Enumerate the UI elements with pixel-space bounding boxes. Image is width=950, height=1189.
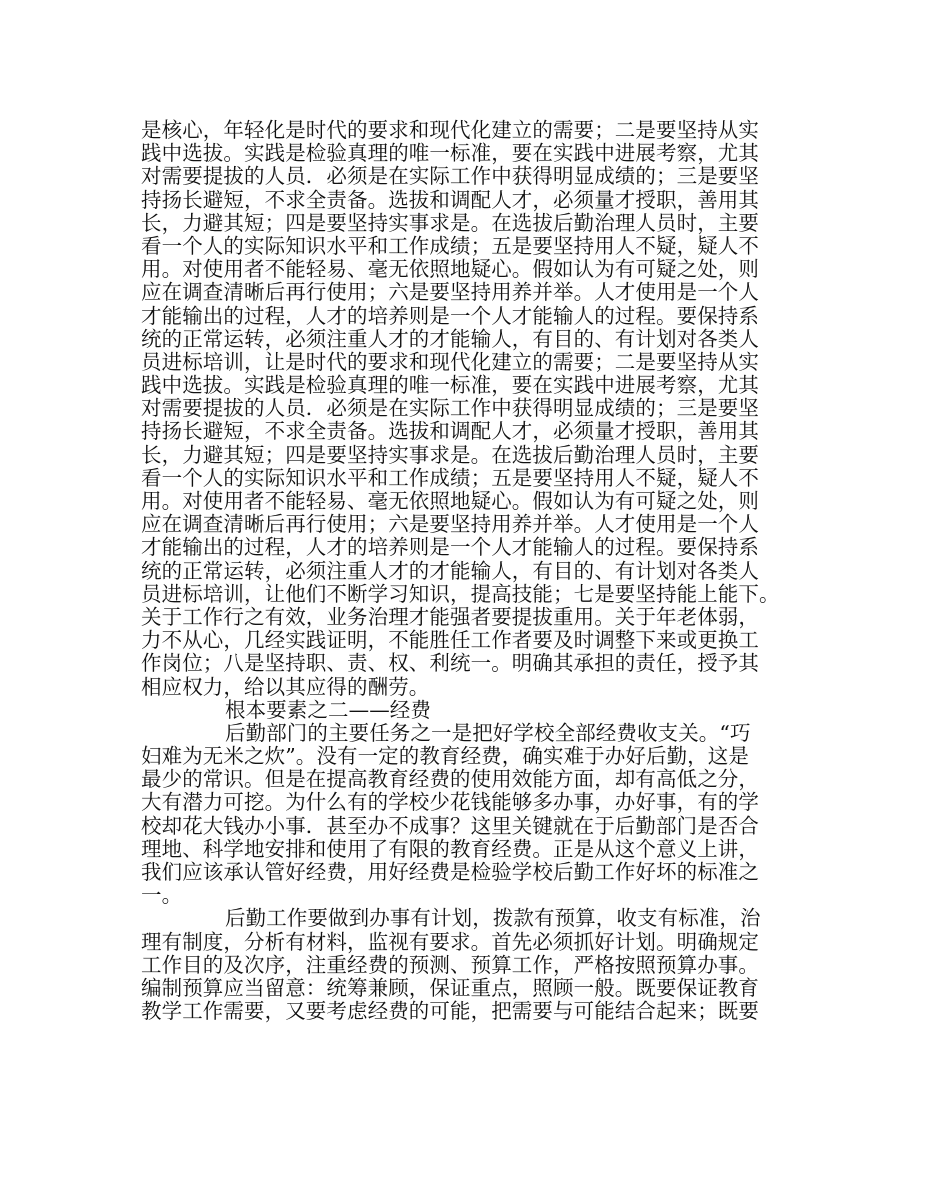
paragraph-first-line: 后勤工作要做到办事有计划，拨款有预算，收支有标准，治 [225, 906, 761, 931]
text-line: 用。对使用者不能轻易、毫无依照地疑心。假如认为有可疑之处，则 [141, 489, 759, 513]
text-line: 看一个人的实际知识水平和工作成绩；五是要坚持用人不疑，疑人不 [141, 465, 759, 490]
text-line: 员进标培训，让他们不断学习知识，提高技能；七是要坚持能上能下。 [141, 581, 780, 606]
text-line: 对需要提拔的人员．必须是在实际工作中获得明显成绩的；三是要坚 [141, 396, 759, 421]
text-line: 长，力避其短；四是要坚持实事求是。在选拔后勤治理人员时，主要 [141, 442, 759, 467]
text-line: 看一个人的实际知识水平和工作成绩；五是要坚持用人不疑，疑人不 [141, 233, 759, 258]
text-line: 作岗位；八是坚持职、责、权、利统一。明确其承担的责任，授予其 [141, 651, 759, 676]
text-line: 践中选拔。实践是检验真理的唯一标准，要在实践中进展考察，尤其 [141, 141, 759, 166]
text-line: 相应权力，给以其应得的酬劳。 [141, 674, 430, 699]
text-line: 教学工作需要，又要考虑经费的可能，把需要与可能结合起来；既要 [141, 999, 759, 1024]
text-line: 员进标培训，让是时代的要求和现代化建立的需要；二是要坚持从实 [141, 349, 759, 374]
body-text [141, 119, 831, 1023]
text-line: 大有潜力可挖。为什么有的学校少花钱能够多办事，办好事，有的学 [141, 790, 759, 815]
text-line: 对需要提拔的人员．必须是在实际工作中获得明显成绩的；三是要坚 [141, 164, 759, 189]
text-line: 最少的常识。但是在提高教育经费的使用效能方面，却有高低之分， [141, 767, 759, 792]
text-line: 长，力避其短；四是要坚持实事求是。在选拔后勤治理人员时，主要 [141, 210, 759, 235]
text-line: 统的正常运转，必须注重人才的才能输人，有目的、有计划对各类人 [141, 326, 759, 351]
text-line: 妇难为无米之炊”。没有一定的教育经费，确实难于办好后勤，这是 [141, 744, 749, 769]
text-line: 我们应该承认管好经费，用好经费是检验学校后勤工作好坏的标准之 [141, 860, 759, 884]
text-line: 践中选拔。实践是检验真理的唯一标准，要在实践中进展考察，尤其 [141, 373, 759, 398]
text-line: 编制预算应当留意：统筹兼顾，保证重点，照顾一般。既要保证教育 [141, 975, 759, 1000]
text-line: 是核心，年轻化是时代的要求和现代化建立的需要；二是要坚持从实 [141, 118, 759, 142]
text-line: 持扬长避短，不求全责备。选拔和调配人才，必须量才授职，善用其 [141, 187, 759, 212]
text-line: 关于工作行之有效，业务治理才能强者要提拔重用。关于年老体弱， [141, 604, 759, 629]
text-line: 才能输出的过程，人才的培养则是一个人才能输人的过程。要保持系 [141, 303, 759, 328]
text-line: 工作目的及次序，注重经费的预测、预算工作，严格按照预算办事。 [141, 952, 759, 977]
text-line: 应在调查清晰后再行使用；六是要坚持用养并举。人才使用是一个人 [141, 280, 759, 305]
text-line: 才能输出的过程，人才的培养则是一个人才能输人的过程。要保持系 [141, 535, 759, 560]
text-line: 一。 [141, 883, 183, 908]
text-line: 力不从心，几经实践证明，不能胜任工作者要及时调整下来或更换工 [141, 628, 759, 653]
text-line: 应在调查清晰后再行使用；六是要坚持用养并举。人才使用是一个人 [141, 512, 759, 537]
paragraph-first-line: 后勤部门的主要任务之一是把好学校全部经费收支关。“巧 [225, 720, 751, 745]
text-line: 用。对使用者不能轻易、毫无依照地疑心。假如认为有可疑之处，则 [141, 257, 759, 282]
text-line: 理有制度，分析有材料，监视有要求。首先必须抓好计划。明确规定 [141, 929, 759, 954]
text-line: 校却花大钱办小事．甚至办不成事？这里关键就在于后勤部门是否合 [141, 813, 759, 838]
text-line: 统的正常运转，必须注重人才的才能输人，有目的、有计划对各类人 [141, 558, 759, 583]
text-line: 理地、科学地安排和使用了有限的教育经费。正是从这个意义上讲， [141, 836, 759, 861]
text-line: 持扬长避短，不求全责备。选拔和调配人才，必须量才授职，善用其 [141, 419, 759, 444]
paragraph-first-line: 根本要素之二——经费 [225, 697, 431, 722]
